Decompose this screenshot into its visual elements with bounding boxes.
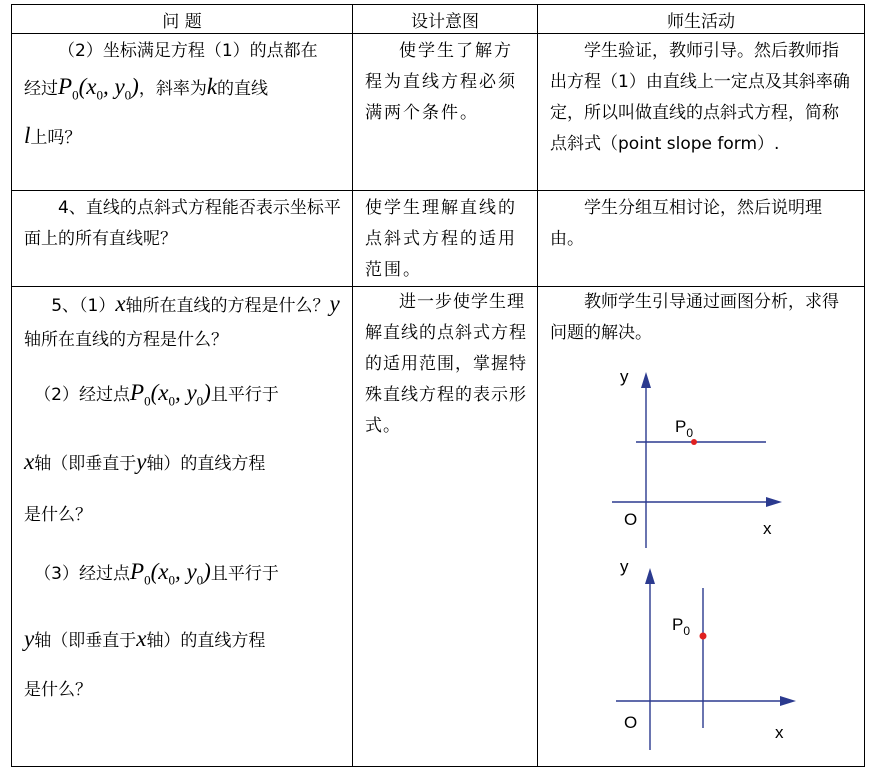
figure-parallel-y [600, 556, 800, 752]
coord-mid: , y [174, 558, 197, 584]
row1-problem [12, 34, 353, 191]
q2-pre: （2）经过点 [34, 385, 131, 405]
table-row [12, 191, 865, 287]
row3-intent [353, 287, 538, 767]
coord-open: (x [78, 74, 97, 99]
row3-q1 [12, 287, 352, 357]
point-label [672, 615, 690, 638]
p0-sub: 0 [144, 393, 151, 409]
row1-text-pre: 经过 [24, 79, 58, 99]
x-symbol: x [115, 291, 126, 316]
row1-problem-line1: （2）坐标满足方程（1）的点都在 [58, 41, 318, 61]
y-axis-label: y [620, 557, 629, 576]
p-label-sub: 0 [683, 624, 691, 638]
y-symbol: y [24, 626, 35, 652]
q2-post: 且平行于 [210, 385, 279, 405]
coord-sub2: 0 [124, 87, 132, 103]
coord-sub2: 0 [196, 572, 204, 588]
origin-label: O [624, 510, 638, 529]
row1-activity-text: 学生验证，教师引导。然后教师指出方程（1）由直线上一定点及其斜率确定，所以叫做直线的点斜式方程，简称点斜式（point slope form）. [550, 41, 850, 154]
p0-symbol: P [130, 558, 145, 584]
point-p0 [700, 633, 707, 640]
coord-mid: , y [102, 74, 125, 99]
row3-q3-line1 [12, 538, 352, 611]
row3-q3-line3: 是什么？ [24, 680, 92, 701]
p-label-sub: 0 [686, 426, 694, 440]
x-symbol: x [24, 448, 35, 474]
coord-end: ) [131, 74, 139, 99]
row2-intent [353, 191, 538, 287]
p0-symbol: P [58, 74, 73, 99]
row3-problem [12, 287, 353, 767]
row3-activity-text: 教师学生引导通过画图分析，求得问题的解决。 [550, 292, 839, 343]
y-symbol: y [329, 291, 340, 316]
coord-end: ) [203, 558, 211, 584]
p-label: P [672, 615, 684, 634]
origin-label: O [624, 713, 638, 732]
point-label [675, 417, 693, 440]
q3-pre: （3）经过点 [34, 563, 131, 584]
row2-problem-text: 4、直线的点斜式方程能否表示坐标平面上的所有直线呢？ [24, 198, 341, 249]
q3-line2: 轴（即垂直于 [34, 631, 137, 652]
k-symbol: k [206, 74, 218, 99]
q1-pre: 5、（1） [51, 296, 116, 316]
coord-open: (x [150, 558, 169, 584]
row2-activity [538, 191, 865, 287]
p0-sub: 0 [72, 87, 79, 103]
row1-text-c: 上吗？ [30, 127, 82, 148]
coord-sub1: 0 [168, 393, 175, 409]
row2-intent-text: 使学生理解直线的点斜式方程的适用范围。 [365, 198, 517, 280]
row3-q2-line3: 是什么？ [24, 504, 92, 525]
row2-problem [12, 191, 353, 287]
y-axis-arrow [641, 372, 651, 388]
l-symbol: l [24, 122, 31, 148]
header-row [12, 5, 865, 34]
row3-q2-line2 [12, 434, 352, 492]
x-axis-arrow [766, 497, 782, 507]
x-axis-label: x [775, 723, 784, 742]
coord-sub1: 0 [96, 87, 103, 103]
row3-q2-line1 [12, 357, 352, 434]
row2-activity-text: 学生分组互相讨论，然后说明理由。 [550, 198, 822, 249]
row3-intent-text: 进一步使学生理解直线的点斜式方程的适用范围，掌握特殊直线方程的表示形式。 [365, 292, 527, 436]
row3-q3-line2 [12, 610, 352, 670]
header-intent: 设计意图 [353, 5, 538, 34]
coord-open: (x [150, 380, 169, 405]
row1-intent [353, 34, 538, 191]
q1-post: 轴所在直线的方程是什么？ [24, 330, 228, 350]
y-axis-label: y [620, 367, 629, 386]
q3-line2b: 轴）的直线方程 [146, 631, 266, 652]
coord-sub2: 0 [196, 393, 204, 409]
header-activity: 师生活动 [538, 5, 865, 34]
x-symbol: x [136, 626, 147, 652]
q3-post: 且平行于 [210, 563, 279, 584]
table-row [12, 34, 865, 191]
x-axis-arrow [780, 696, 796, 706]
p-label: P [675, 417, 687, 436]
coord-end: ) [203, 380, 211, 405]
p0-symbol: P [130, 380, 145, 405]
q1-mid: 轴所在直线的方程是什么？ [125, 296, 330, 316]
x-axis-label: x [763, 519, 772, 538]
p0-sub: 0 [144, 572, 151, 588]
row1-activity [538, 34, 865, 191]
coord-mid: , y [174, 380, 197, 405]
row1-intent-text: 使学生了解方程为直线方程必须满两个条件。 [365, 41, 517, 123]
q2-line2b: 轴）的直线方程 [146, 453, 266, 474]
row1-problem-line3 [12, 116, 352, 158]
header-problem: 问 题 [12, 5, 353, 34]
row1-problem-line2 [12, 67, 352, 116]
figure-parallel-x [600, 362, 800, 552]
q2-line2: 轴（即垂直于 [34, 453, 137, 474]
coord-sub1: 0 [168, 572, 175, 588]
y-axis-arrow [645, 568, 655, 584]
row1-text-tail: 的直线 [217, 79, 269, 99]
row1-text-post: ，斜率为 [138, 79, 207, 99]
y-symbol: y [136, 448, 147, 474]
